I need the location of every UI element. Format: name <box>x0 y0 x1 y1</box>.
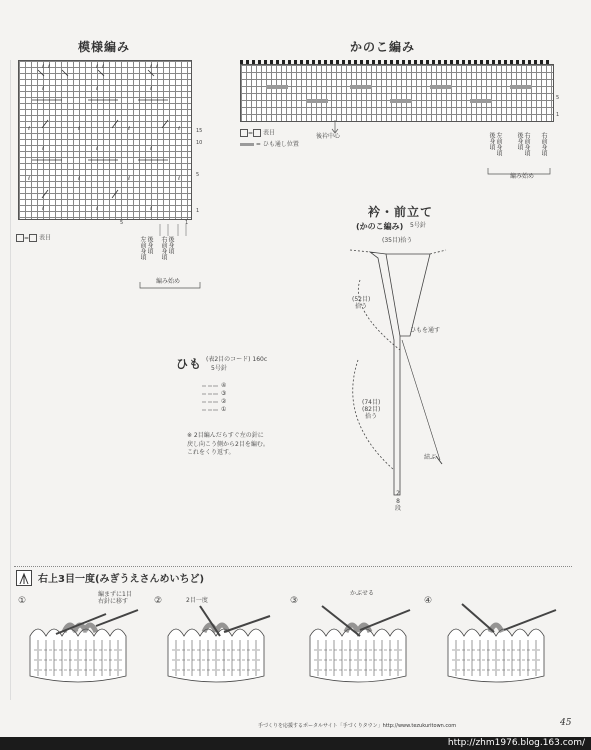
right-label-r0: 後身頃 <box>516 132 523 150</box>
left-label-1: 後身頃 <box>146 236 153 254</box>
himo-step-2: ② <box>221 398 227 405</box>
svg-text:ℓ: ℓ <box>150 86 153 92</box>
right-row-5: 5 <box>556 95 560 101</box>
collar-side-upper-b: 拾う <box>355 302 368 310</box>
svg-text:ℓ: ℓ <box>178 126 181 132</box>
himo-spec: (表2目のコード) 160c <box>206 356 268 363</box>
svg-text:ℓ: ℓ <box>96 206 99 212</box>
himo-title: ひも <box>176 357 203 371</box>
collar-cord-note: ひもを通す <box>410 327 441 334</box>
collar-needle: 5号針 <box>410 222 426 229</box>
left-row-1: 1 <box>196 208 200 214</box>
himo-diagram <box>198 380 222 416</box>
himo-needle: 5号針 <box>211 365 227 372</box>
svg-text:ℓ: ℓ <box>42 86 45 92</box>
right-legend-cord-text: ひも通し位置 <box>262 141 299 148</box>
himo-note: ※ 2目編んだらすぐ左の針に 戻し向こう側から2目を編む。 これをくり返す。 <box>187 432 269 457</box>
left-row-15: 15 <box>196 128 203 134</box>
left-label-3: 後身頃 <box>167 236 174 254</box>
svg-text:ℓ: ℓ <box>28 176 31 182</box>
svg-text:ℓ: ℓ <box>96 86 99 92</box>
left-col-5: 5 <box>120 220 124 226</box>
himo-step-1: ① <box>221 406 227 413</box>
blog-bar <box>0 737 591 750</box>
page-number: 45 <box>560 718 572 728</box>
technique-rule <box>14 566 572 568</box>
technique-title: 右上3目一度(みぎうえさんめいちど) <box>38 574 205 585</box>
step-3-num: ③ <box>290 596 299 606</box>
collar-tie: 結ぶ <box>424 454 437 461</box>
collar-side-lower-a: (74目) <box>362 399 381 406</box>
collar-top-count: (35目)拾う <box>382 237 413 244</box>
left-row-5: 5 <box>196 172 200 178</box>
right-lean-dec-icon <box>17 572 31 586</box>
right-start-bracket <box>486 120 556 178</box>
collar-side-upper <box>352 297 370 311</box>
left-chart-title: 模様編み <box>78 40 131 54</box>
svg-text:ℓ: ℓ <box>178 176 181 182</box>
right-chart-cord-marks <box>240 64 552 120</box>
right-label-l1: 左前身頃 <box>495 132 502 156</box>
svg-text:ℓ: ℓ <box>78 126 81 132</box>
collar-side-lower <box>362 400 380 421</box>
right-label-l0: 後身頃 <box>488 132 495 150</box>
left-start: 編み始め <box>156 278 181 285</box>
svg-text:ℓ: ℓ <box>42 64 45 70</box>
svg-text:ℓ: ℓ <box>156 64 159 70</box>
svg-text:ℓ: ℓ <box>128 176 131 182</box>
left-legend-text: 表目 <box>38 234 51 242</box>
svg-text:ℓ: ℓ <box>78 176 81 182</box>
svg-text:ℓ: ℓ <box>150 64 153 70</box>
center-arrow <box>330 120 340 134</box>
collar-side-upper-a: (52目) <box>352 296 371 303</box>
himo-step-3: ③ <box>221 390 227 397</box>
svg-text:ℓ: ℓ <box>150 206 153 212</box>
right-center: 後衿中心 <box>316 133 341 140</box>
svg-text:ℓ: ℓ <box>42 146 45 152</box>
collar-side-lower-b: (82目) <box>362 405 381 413</box>
left-col-1: 1 <box>185 220 189 226</box>
svg-text:ℓ: ℓ <box>28 126 31 132</box>
svg-text:ℓ: ℓ <box>48 64 51 70</box>
left-chart-symbols <box>18 60 190 218</box>
himo-step-4: ④ <box>221 382 227 389</box>
collar-side-lower-c: 拾う <box>365 412 378 420</box>
right-chart-title: かのこ編み <box>350 40 416 54</box>
right-label-r1: 右前身頃 <box>523 132 530 156</box>
footer-site: 手づくりを応援するポータルサイト「手づくりタウン」http://www.tezukuritown.com <box>258 723 457 729</box>
collar-title: 衿・前立て <box>368 205 434 219</box>
technique-illustrations <box>16 596 576 706</box>
svg-text:ℓ: ℓ <box>96 146 99 152</box>
collar-bottom-rows: 2 8 段 <box>395 490 402 512</box>
right-legend-purl-text: 表目 <box>262 129 275 137</box>
right-legend-cord: = ひも通し位置 <box>240 142 299 149</box>
right-start: 編み始め <box>510 173 535 180</box>
step-2-num: ② <box>154 596 163 606</box>
left-label-0: 左前身頃 <box>139 236 146 260</box>
svg-text:ℓ: ℓ <box>42 206 45 212</box>
left-label-2: 右前身頃 <box>160 236 167 260</box>
technique-symbol <box>16 570 32 586</box>
right-label-r2: 右前身頃 <box>540 132 547 156</box>
collar-diagram <box>340 237 460 500</box>
svg-text:ℓ: ℓ <box>128 126 131 132</box>
step-2-note: 2目一度 <box>186 597 208 604</box>
step-3-note: かぶせる <box>350 590 375 597</box>
svg-text:ℓ: ℓ <box>150 146 153 152</box>
right-row-1: 1 <box>556 112 560 118</box>
right-legend-purl: = 表目 <box>240 129 275 137</box>
step-1-num: ① <box>18 596 27 606</box>
svg-text:ℓ: ℓ <box>102 64 105 70</box>
svg-text:ℓ: ℓ <box>96 64 99 70</box>
blog-url: http://zhm1976.blog.163.com/ <box>447 738 585 748</box>
step-4-num: ④ <box>424 596 433 606</box>
left-legend: = 表目 <box>16 234 51 242</box>
page-rule <box>10 60 11 700</box>
left-row-10: 10 <box>196 140 203 146</box>
step-1-note: 編まずに1目 右針に移す <box>98 591 132 605</box>
collar-subtitle: (かのこ編み) <box>356 222 404 231</box>
